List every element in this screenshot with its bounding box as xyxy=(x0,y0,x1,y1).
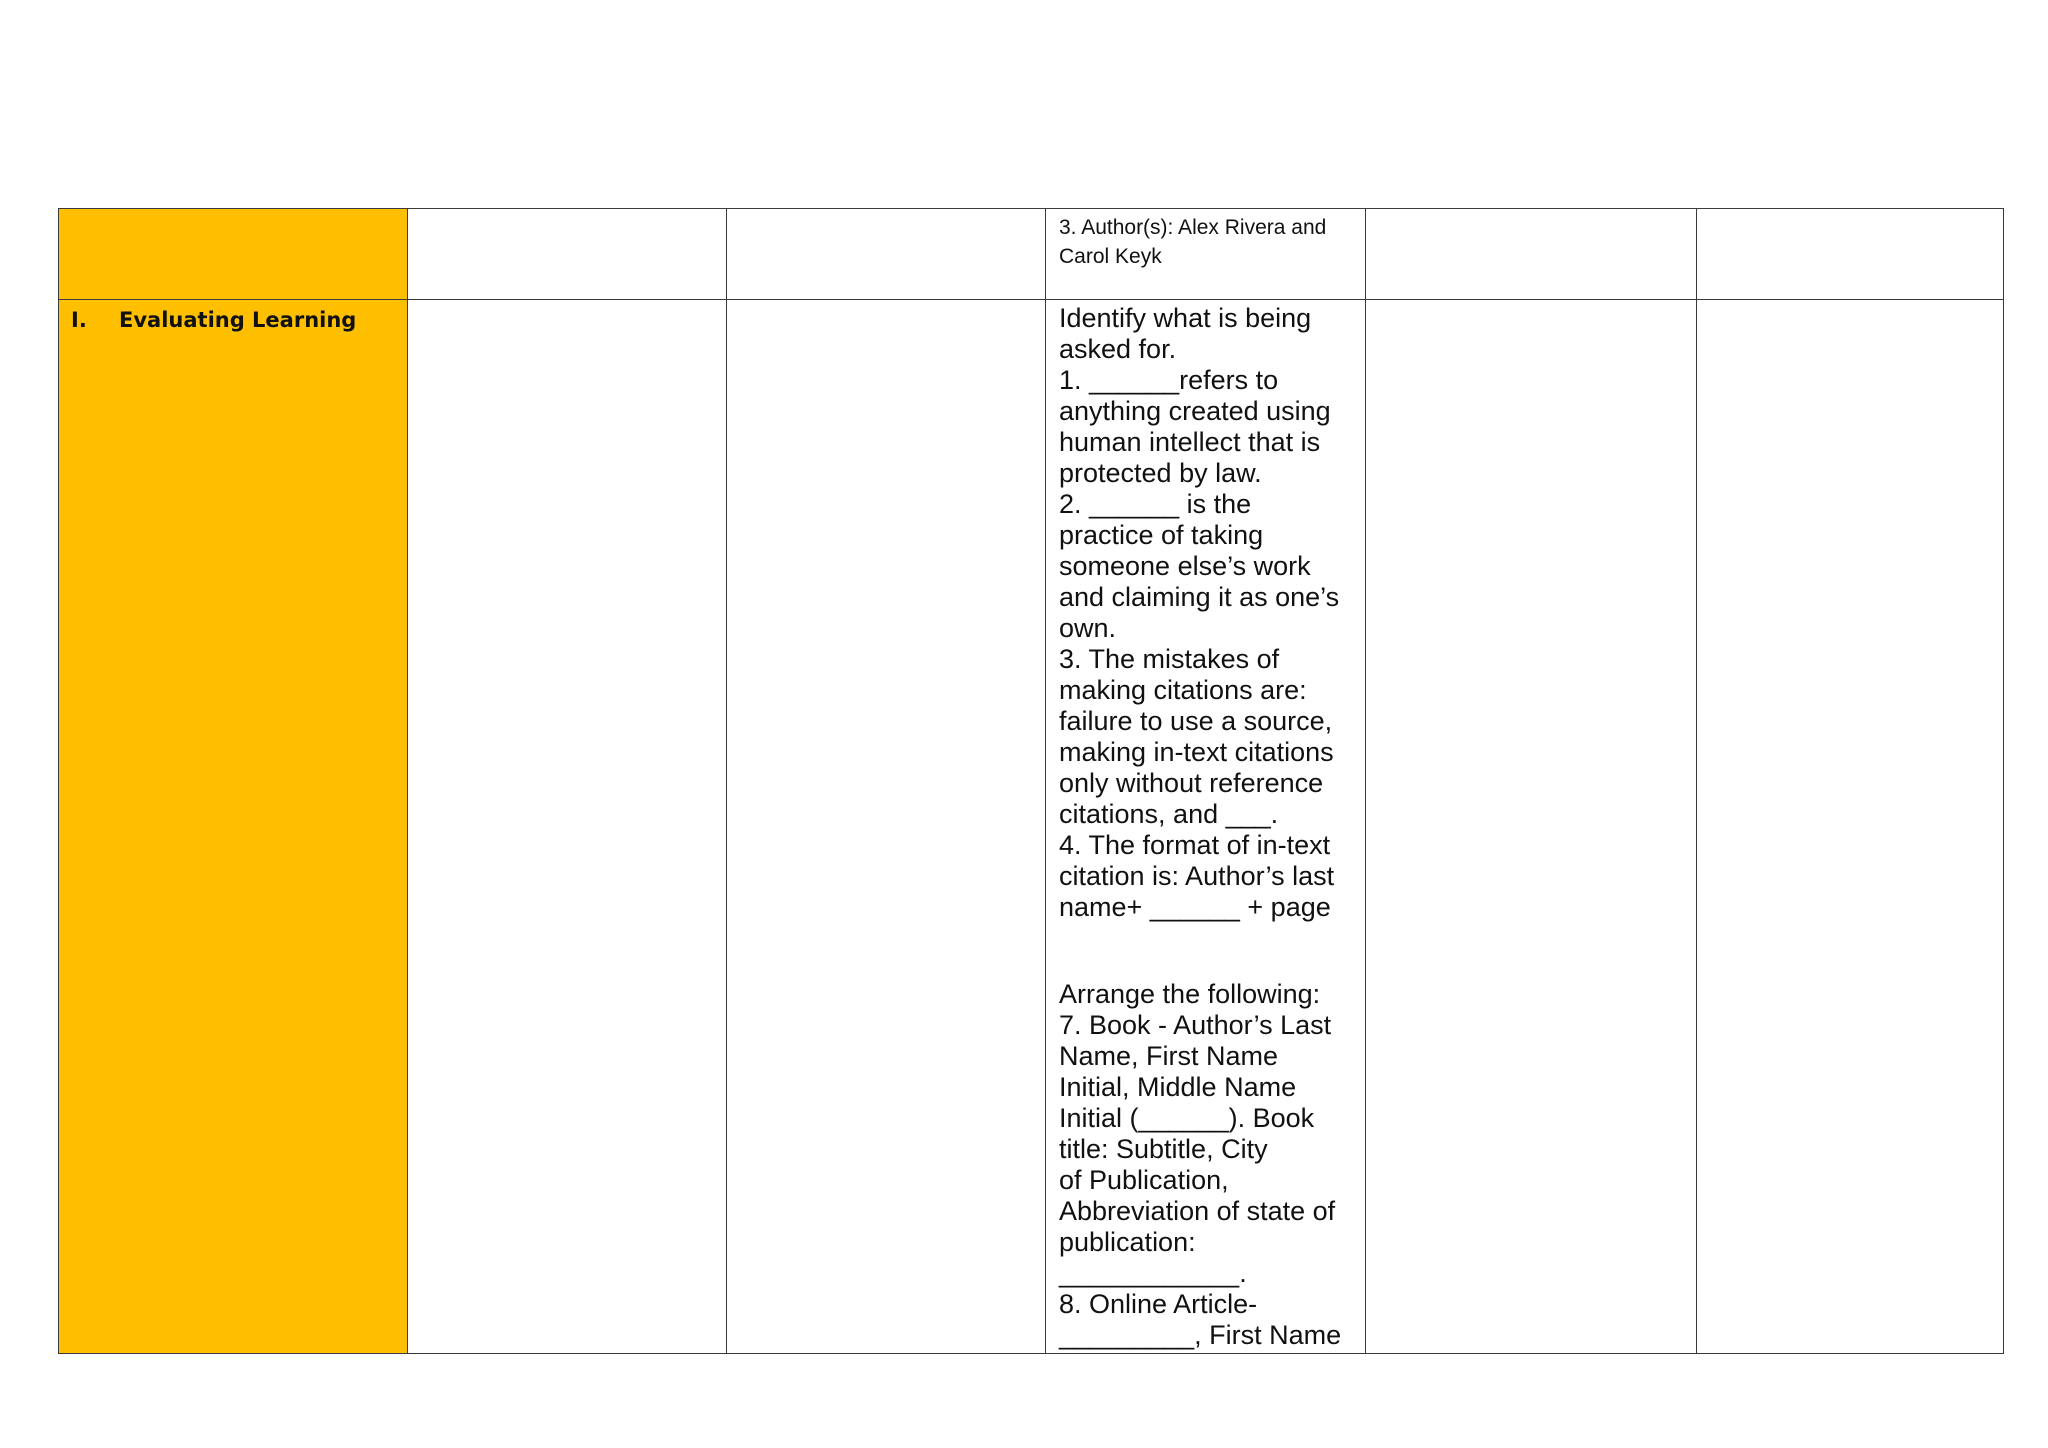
text-line: someone else’s work xyxy=(1059,551,1311,581)
text-line: 3. The mistakes of xyxy=(1059,644,1280,674)
text-line: protected by law. xyxy=(1059,458,1262,488)
text-line: ____________. xyxy=(1059,1258,1247,1288)
text-line: practice of taking xyxy=(1059,520,1264,550)
text-line: Arrange the following: xyxy=(1059,979,1321,1009)
author-line: Carol Keyk xyxy=(1059,245,1162,268)
author-line: 3. Author(s): Alex Rivera and xyxy=(1059,216,1327,239)
label-cell xyxy=(59,209,408,300)
identify-block xyxy=(1059,303,1355,923)
text-line: of Publication, xyxy=(1059,1165,1229,1195)
text-line: 8. Online Article- xyxy=(1059,1289,1258,1319)
text-line: only without reference xyxy=(1059,768,1324,798)
questions-cell xyxy=(1046,300,1366,1354)
text-line: Name, First Name xyxy=(1059,1041,1279,1071)
empty-cell xyxy=(408,300,727,1354)
empty-cell xyxy=(1366,300,1697,1354)
table-row xyxy=(59,300,2004,1354)
text-line: anything created using xyxy=(1059,396,1331,426)
text-line: and claiming it as one’s xyxy=(1059,582,1340,612)
text-line: 1. ______refers to xyxy=(1059,365,1279,395)
text-line: making in-text citations xyxy=(1059,737,1334,767)
text-line: publication: xyxy=(1059,1227,1196,1257)
section-number: I. xyxy=(71,308,87,332)
text-line: making citations are: xyxy=(1059,675,1307,705)
text-line: failure to use a source, xyxy=(1059,706,1333,736)
text-line: _________, First Name xyxy=(1059,1320,1342,1350)
text-line: Initial (______). Book xyxy=(1059,1103,1315,1133)
author-cell xyxy=(1046,209,1366,300)
empty-cell xyxy=(1366,209,1697,300)
text-line: Identify what is being xyxy=(1059,303,1312,333)
text-line: asked for. xyxy=(1059,334,1177,364)
text-line: name+ ______ + page xyxy=(1059,892,1331,922)
text-line: Abbreviation of state of xyxy=(1059,1196,1336,1226)
spacer xyxy=(1059,923,1355,979)
text-line: title: Subtitle, City xyxy=(1059,1134,1268,1164)
empty-cell xyxy=(727,209,1046,300)
text-line: 4. The format of in-text xyxy=(1059,830,1331,860)
lesson-plan-table xyxy=(58,208,2004,1354)
questions-text xyxy=(1046,300,1365,1353)
section-label-cell xyxy=(59,300,408,1354)
arrange-block xyxy=(1059,979,1355,1351)
text-line: citation is: Author’s last xyxy=(1059,861,1335,891)
text-line: citations, and ___. xyxy=(1059,799,1279,829)
text-line: human intellect that is xyxy=(1059,427,1321,457)
text-line: Initial, Middle Name xyxy=(1059,1072,1297,1102)
empty-cell xyxy=(1697,209,2004,300)
empty-cell xyxy=(1697,300,2004,1354)
empty-cell xyxy=(408,209,727,300)
text-line: 7. Book - Author’s Last xyxy=(1059,1010,1332,1040)
section-title: Evaluating Learning xyxy=(119,308,357,332)
empty-cell xyxy=(727,300,1046,1354)
author-text xyxy=(1046,209,1365,271)
table-row xyxy=(59,209,2004,300)
text-line: own. xyxy=(1059,613,1117,643)
section-heading xyxy=(59,300,407,334)
text-line: 2. ______ is the xyxy=(1059,489,1252,519)
